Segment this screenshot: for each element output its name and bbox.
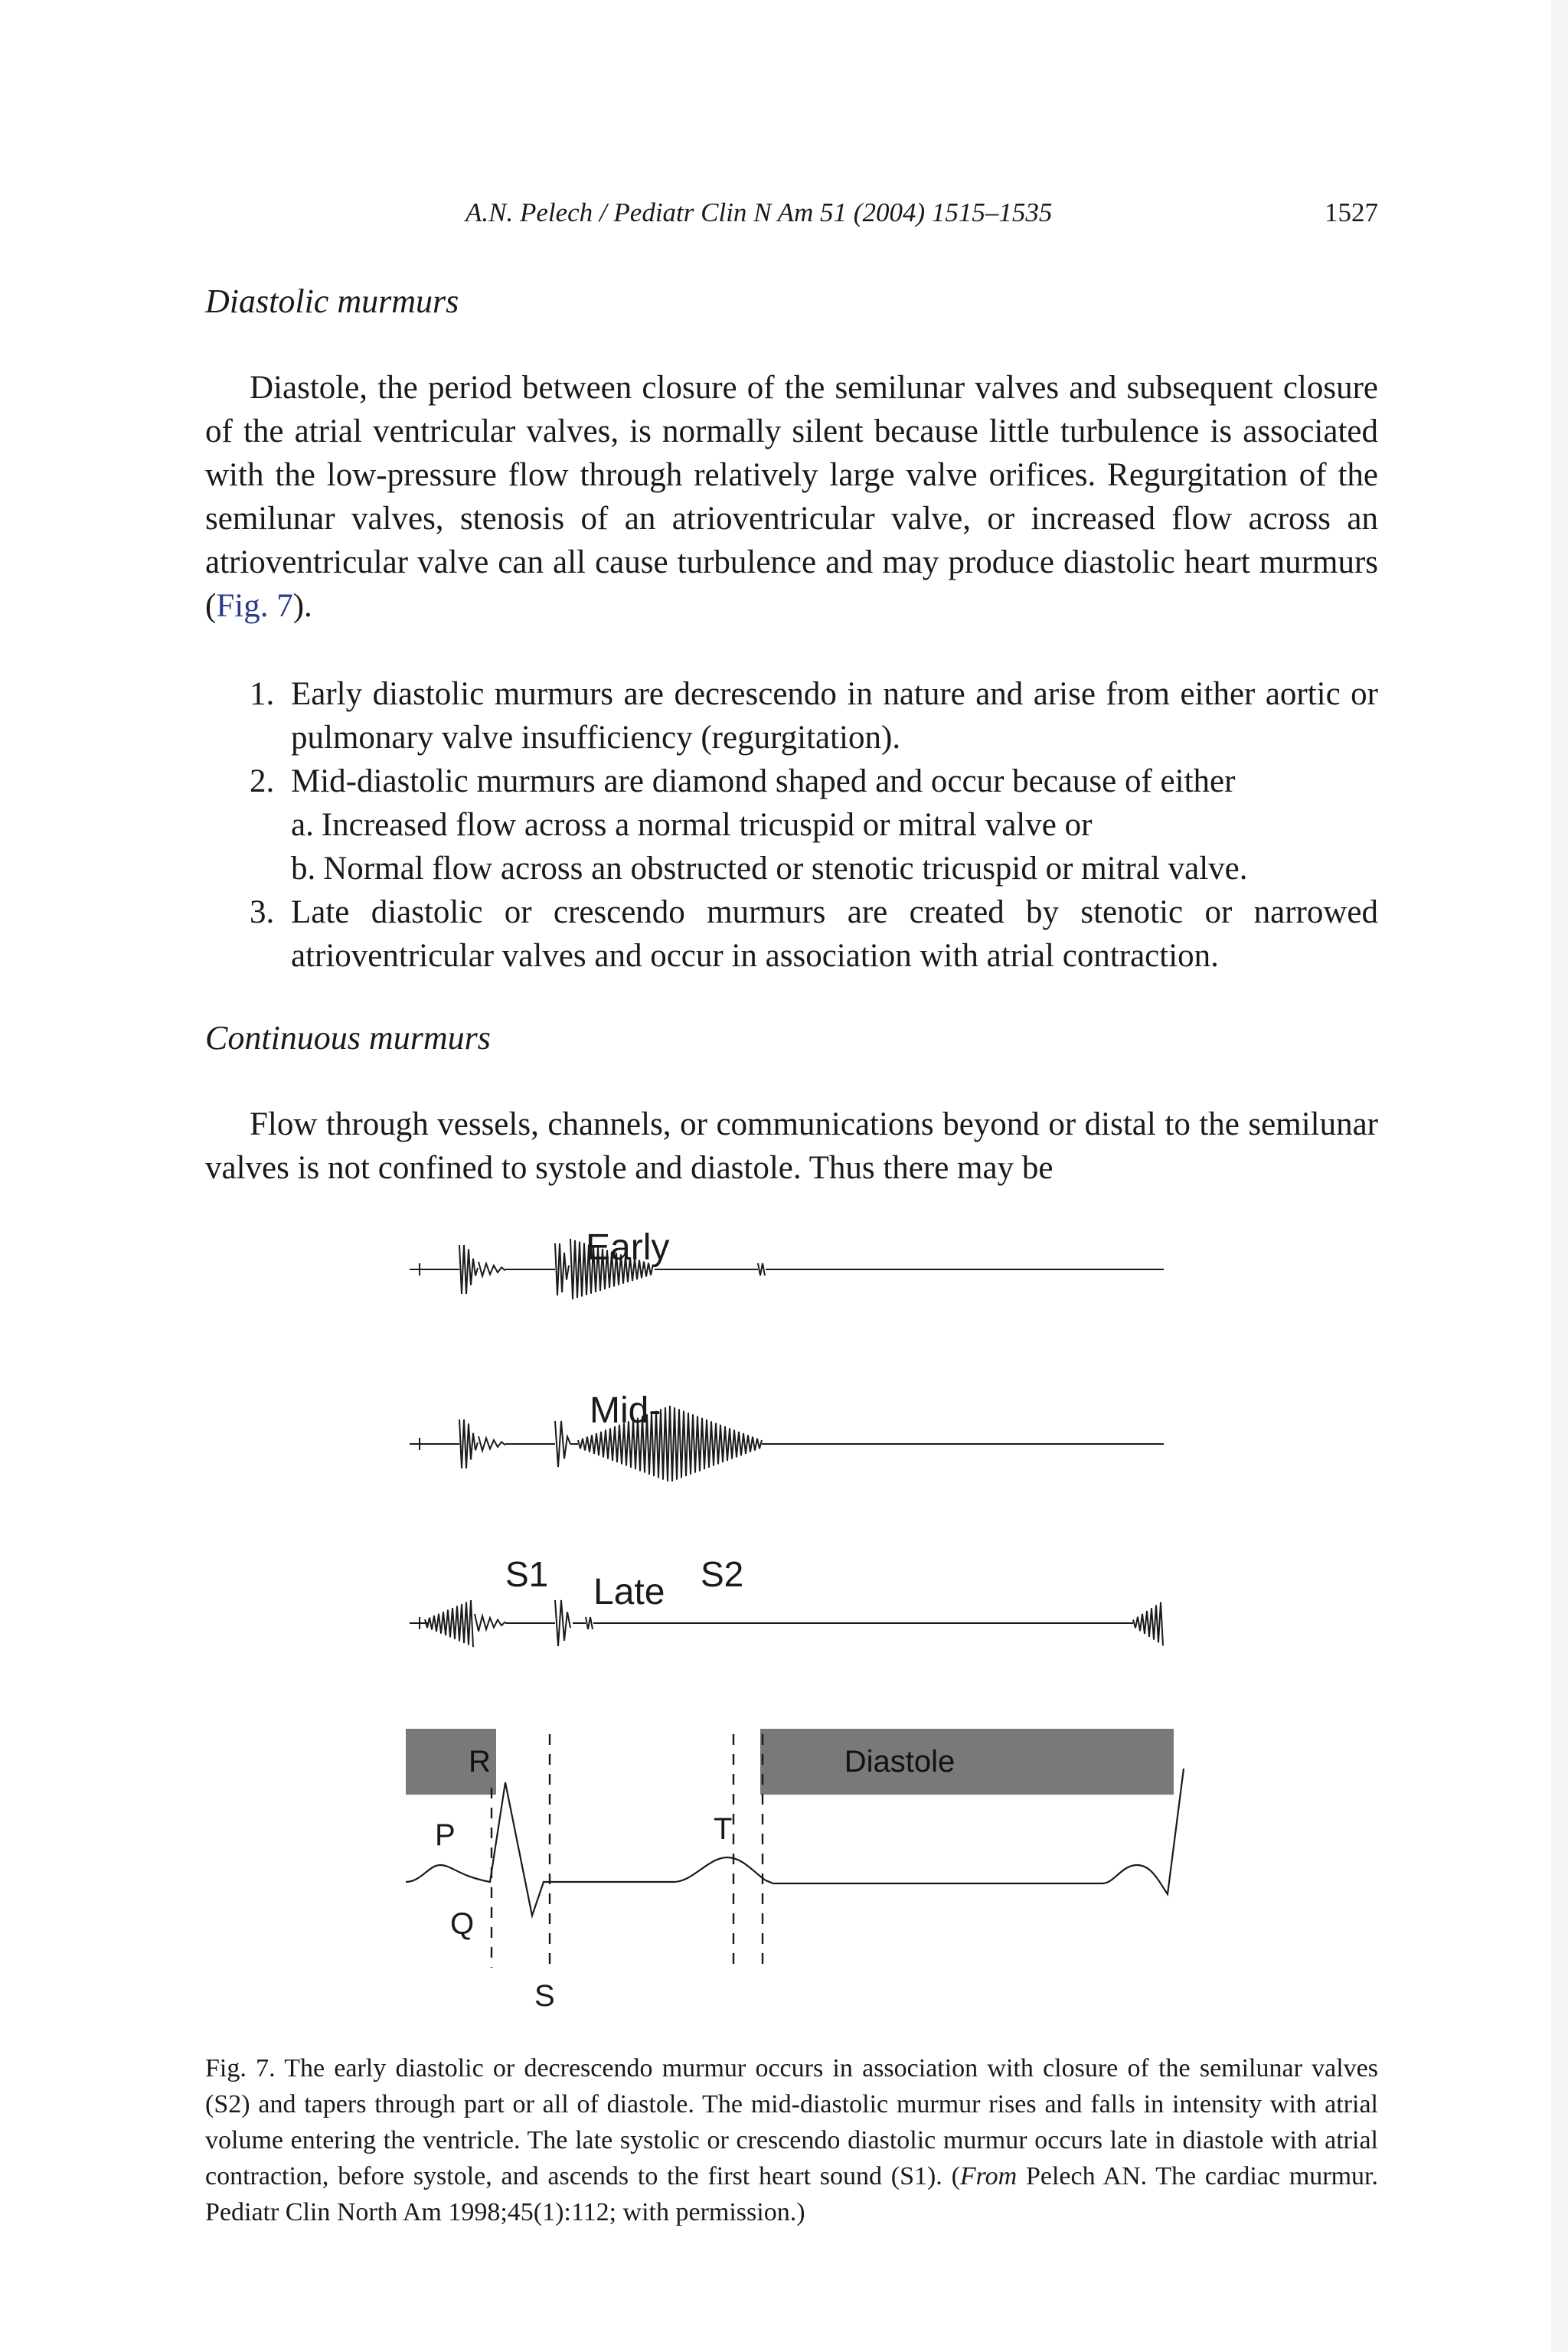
row-label-early: Early <box>586 1227 670 1268</box>
paragraph-diastole <box>205 366 1378 628</box>
running-head: A.N. Pelech / Pediatr Clin N Am 51 (2004) 1515–1535 <box>466 198 1053 227</box>
list-item <box>205 890 1378 978</box>
list-text: Mid-diastolic murmurs are diamond shaped and occur because of either <box>291 763 1236 799</box>
sublist-text: Increased flow across a normal tricuspid or mitral valve or <box>321 807 1093 843</box>
mid-trace-burst <box>479 1436 505 1451</box>
late-trace-burst <box>425 1600 473 1647</box>
early-trace-burst <box>479 1262 505 1276</box>
sound-label-s1: S1 <box>505 1554 549 1594</box>
section-title-diastolic: Diastolic murmurs <box>205 283 459 320</box>
mid-trace-burst <box>555 1421 570 1467</box>
ecg-label-s: S <box>534 1979 555 2013</box>
murmur-list <box>205 672 1378 978</box>
row-label-mid: Mid- <box>590 1390 662 1431</box>
early-trace-burst <box>758 1263 765 1276</box>
section-title-continuous: Continuous murmurs <box>205 1019 491 1057</box>
sublist-letter: a. <box>291 807 314 843</box>
paragraph-text: Diastole, the period between closure of the semilunar valves and subsequent closure of the atrial ventricular valves, is normally silent because little turbulence is associated with the low-pressure flow through relatively large valve orifices. Regurgitation of the semilunar valves, stenosis of an atrioventricular valve, or increased flow across an atrioventricular valve can all cause turbulence and may produce diastolic heart murmurs ( <box>205 370 1378 624</box>
list-item <box>205 760 1378 803</box>
mid-trace-burst <box>459 1419 478 1468</box>
list-item <box>205 672 1378 760</box>
sublist-item <box>205 847 1378 890</box>
paragraph-continuous: Flow through vessels, channels, or communications beyond or distal to the semilunar valves is not confined to systole and diastole. Thus there may be <box>205 1106 1378 1186</box>
ecg-label-p: P <box>435 1818 456 1852</box>
paragraph-text-end: ). <box>292 588 312 624</box>
list-number: 3. <box>250 894 275 930</box>
list-number: 1. <box>250 676 275 712</box>
late-trace-burst <box>1133 1602 1163 1646</box>
ecg-label-r: R <box>469 1745 491 1779</box>
page-number: 1527 <box>1325 198 1378 227</box>
early-trace-burst <box>555 1243 569 1295</box>
diastole-bar <box>760 1729 1174 1795</box>
page-edge-shade <box>1551 0 1568 2352</box>
figure-caption <box>205 2050 1378 2230</box>
row-label-late: Late <box>593 1572 665 1612</box>
figure-7 <box>398 1217 1194 2021</box>
list-text: Late diastolic or crescendo murmurs are created by stenotic or narrowed atrioventricular valves and occur in association with atrial contraction. <box>291 894 1378 974</box>
late-trace-burst <box>475 1614 505 1632</box>
list-text: Early diastolic murmurs are decrescendo in nature and arise from either aortic or pulmonary valve insufficiency (regurgitation). <box>291 676 1378 756</box>
murmur-diagram <box>398 1217 1194 2021</box>
sublist-item <box>205 803 1378 847</box>
caption-text: Fig. 7. The early diastolic or decrescendo murmur occurs in association with closure of the semilunar valves (S2) and tapers through part or all of diastole. The mid-diastolic murmur rises and falls in intensity with atrial volume entering the ventricle. The late systolic or crescendo diastolic murmur occurs late in diastole with atrial contraction, before systole, and ascends to the first heart sound (S1). ( <box>205 2054 1378 2190</box>
timing-guides <box>492 1734 763 1968</box>
caption-source: Pelech AN. The cardiac murmur. Pediatr Clin North Am 1998;45(1):112; with permission.) <box>205 2162 1378 2226</box>
late-trace-burst <box>555 1600 570 1646</box>
sublist-letter: b. <box>291 851 316 887</box>
page-header <box>205 198 1378 236</box>
early-trace-burst <box>459 1245 478 1294</box>
caption-from: From <box>959 2162 1018 2190</box>
figure-7-link[interactable]: Fig. 7 <box>216 588 293 624</box>
ecg-label-t: T <box>714 1812 733 1846</box>
sublist-text: Normal flow across an obstructed or stenotic tricuspid or mitral valve. <box>323 851 1248 887</box>
late-trace-burst <box>586 1617 593 1629</box>
ecg-label-q: Q <box>450 1907 475 1941</box>
list-number: 2. <box>250 763 275 799</box>
diastole-label: Diastole <box>844 1745 956 1779</box>
sound-label-s2: S2 <box>701 1554 744 1594</box>
